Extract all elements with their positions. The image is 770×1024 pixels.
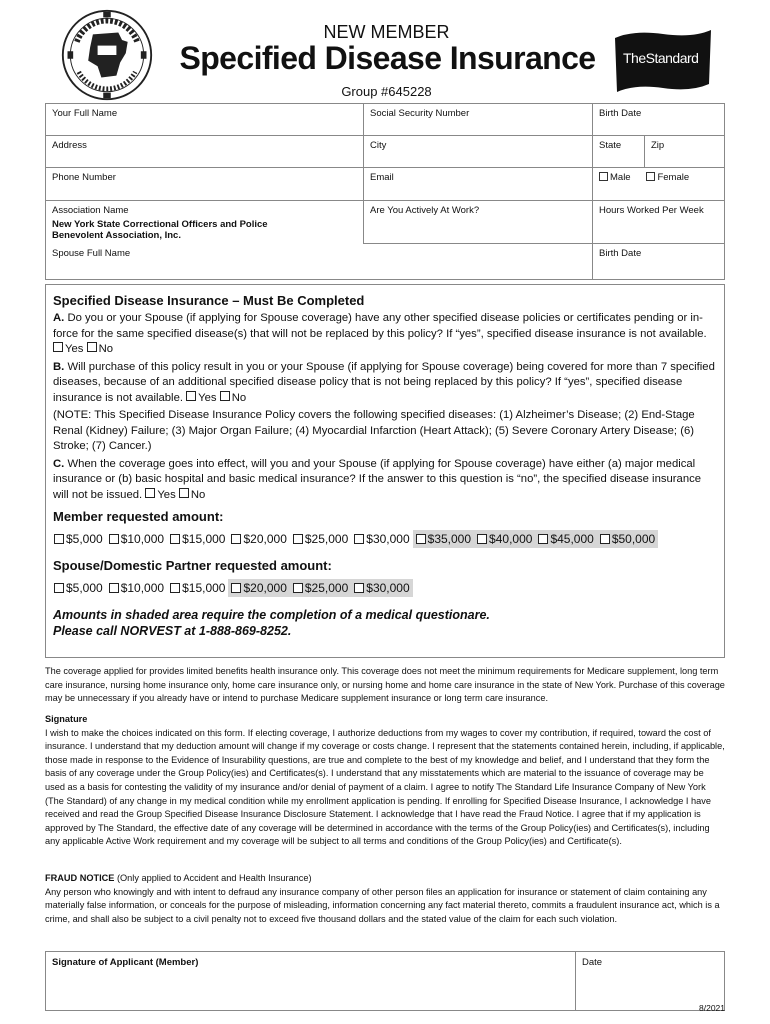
amount-checkbox[interactable] xyxy=(538,534,548,544)
amount-label: $5,000 xyxy=(66,580,103,595)
signature-heading: Signature xyxy=(45,714,88,724)
amount-label: $40,000 xyxy=(489,531,533,546)
amount-checkbox[interactable] xyxy=(293,534,303,544)
amount-checkbox[interactable] xyxy=(109,534,119,544)
question-b xyxy=(53,360,717,407)
female-checkbox[interactable] xyxy=(646,172,655,181)
amount-checkbox[interactable] xyxy=(354,534,364,544)
amount-checkbox[interactable] xyxy=(170,583,180,593)
form-header xyxy=(0,0,770,104)
yes-label: Yes xyxy=(65,343,84,355)
amount-checkbox[interactable] xyxy=(293,583,303,593)
form-revision-date: 8/2021 xyxy=(699,1003,725,1013)
question-a-label: A. xyxy=(53,312,65,324)
member-amount-option[interactable] xyxy=(106,530,167,548)
medical-questionnaire-note xyxy=(53,607,717,639)
amount-checkbox[interactable] xyxy=(231,583,241,593)
applicant-info-table xyxy=(45,103,725,280)
amount-label: $45,000 xyxy=(550,531,594,546)
amount-label: $20,000 xyxy=(243,580,287,595)
question-c-label: C. xyxy=(53,457,65,470)
diseases-note: (NOTE: This Specified Disease Insurance Policy covers the following specified diseases: (1) Alzheimer’s Disease; (2) End-Stage Renal (Kidney) Failure; (3) Major Organ Failure; (4) Myocardial Infarction (Heart Attack); (5) Severe Coronary Artery Disease; (6) Stroke; (7) Cancer.) xyxy=(53,409,695,452)
question-c-text: When the coverage goes into effect, will you and your Spouse (if applying for Spouse coverage) have either (a) major medical insurance or (b) basic hospital and basic medical insurance? If the answer to this question is “no”, the specified disease insurance will not be issued. xyxy=(53,457,702,501)
hours-worked-field[interactable] xyxy=(593,201,725,244)
fraud-text: Any person who knowingly and with intent to defraud any insurance company of other person files an application for insurance or statement of claim containing any materially false information, or conceals for the purpose of misleading, information concerning any fact material thereto, commits a fraudulent insurance act, which is a crime, and shall also be subject to a civil penalty not to exceed five thousand dollars and the stated value of the claim for each such violation. xyxy=(45,886,720,924)
spouse-amount-option[interactable] xyxy=(167,579,228,597)
form-title: Specified Disease Insurance xyxy=(179,40,596,76)
spouse-birth-date-label: Birth Date xyxy=(599,247,642,259)
amount-label: $15,000 xyxy=(182,580,226,595)
question-c xyxy=(53,457,717,504)
no-label: No xyxy=(231,391,247,404)
amount-label: $50,000 xyxy=(611,531,656,546)
no-label: No xyxy=(190,488,206,501)
amount-checkbox[interactable] xyxy=(109,583,119,593)
member-amount-option[interactable] xyxy=(290,530,351,548)
member-amount-option-shaded[interactable] xyxy=(413,530,474,548)
email-field[interactable] xyxy=(364,168,593,201)
member-amount-option[interactable] xyxy=(228,530,289,548)
section-title: Specified Disease Insurance – Must Be Completed xyxy=(53,293,365,308)
hours-worked-label: Hours Worked Per Week xyxy=(599,205,704,216)
form-subtitle: NEW MEMBER xyxy=(323,22,450,42)
applicant-signature-field[interactable] xyxy=(46,952,576,1011)
amount-label: $25,000 xyxy=(304,531,349,546)
address-label: Address xyxy=(52,140,87,151)
male-checkbox[interactable] xyxy=(599,172,608,181)
amount-label: $20,000 xyxy=(243,531,287,546)
association-label: Association Name xyxy=(52,205,129,216)
yes-label: Yes xyxy=(198,391,217,404)
state-label: State xyxy=(599,140,622,151)
member-amount-option[interactable] xyxy=(51,530,106,548)
no-label: No xyxy=(98,343,114,355)
actively-at-work-field[interactable] xyxy=(364,201,593,244)
amount-checkbox[interactable] xyxy=(54,534,64,544)
amount-checkbox[interactable] xyxy=(354,583,364,593)
spouse-birth-date-field[interactable] xyxy=(593,243,725,279)
question-b-text: Will purchase of this policy result in you or your Spouse (if applying for Spouse coverage) being covered for more than 7 specified diseases, because of an additional specified disease policy that is not being replaced by this policy? If “yes”, specified disease insurance is not available. xyxy=(53,360,715,404)
amount-label: $25,000 xyxy=(304,580,349,595)
member-amount-title: Member requested amount: xyxy=(53,509,224,524)
shaded-note-line-1: Amounts in shaded area require the completion of a medical questionare. xyxy=(53,608,490,622)
member-amount-option[interactable] xyxy=(351,530,412,548)
fraud-notice xyxy=(45,872,725,926)
amount-checkbox[interactable] xyxy=(231,534,241,544)
amount-label: $5,000 xyxy=(66,531,103,546)
full-name-label: Your Full Name xyxy=(52,108,118,119)
spouse-amount-options xyxy=(51,577,717,598)
coverage-disclaimer: The coverage applied for provides limited benefits health insurance only. This coverage does not meet the minimum requirements for Medicare supplement, long term care insurance, nursing home insurance only, home care insurance only, or nursing home and home care insurance in the state of New York. Purchase of this coverage may be unnecessary if you already have or intend to purchase Medicare supplement insurance or long term care insurance. xyxy=(45,666,725,704)
amount-checkbox[interactable] xyxy=(170,534,180,544)
actively-at-work-label: Are You Actively At Work? xyxy=(370,205,480,216)
spouse-amount-option-shaded[interactable] xyxy=(290,579,351,597)
question-a xyxy=(53,311,717,358)
member-amount-option-shaded[interactable] xyxy=(597,530,658,548)
question-c-yes-checkbox[interactable] xyxy=(145,488,155,498)
amount-label: $10,000 xyxy=(120,580,165,595)
gender-field xyxy=(593,168,725,201)
spouse-name-label: Spouse Full Name xyxy=(52,247,131,259)
amount-label: $30,000 xyxy=(366,531,410,546)
spouse-amount-option[interactable] xyxy=(106,579,167,597)
specified-disease-section xyxy=(45,284,725,658)
question-a-text: Do you or your Spouse (if applying for Spouse coverage) have any other specified disease policies or certificates pending or in-force for the same specified disease(s) that will not be replaced by this policy? If “yes”, specified disease insurance is not available. xyxy=(53,312,707,340)
zip-label: Zip xyxy=(651,140,665,151)
phone-field[interactable] xyxy=(46,168,364,201)
ssn-label: Social Security Number xyxy=(370,108,470,119)
logo-text: TheStandard xyxy=(623,50,699,66)
female-label: Female xyxy=(657,172,690,183)
question-c-no-checkbox[interactable] xyxy=(179,488,189,498)
group-number: Group #645228 xyxy=(341,84,432,99)
question-b-no-checkbox[interactable] xyxy=(220,391,230,401)
spouse-amount-option[interactable] xyxy=(51,579,106,597)
full-name-field[interactable] xyxy=(46,104,364,136)
phone-label: Phone Number xyxy=(52,172,116,183)
birth-date-label: Birth Date xyxy=(599,108,642,119)
amount-checkbox[interactable] xyxy=(477,534,487,544)
amount-checkbox[interactable] xyxy=(416,534,426,544)
member-amount-option[interactable] xyxy=(167,530,228,548)
association-field xyxy=(46,201,364,244)
signature-table xyxy=(45,951,725,1011)
question-b-label: B. xyxy=(53,360,65,373)
shaded-note-line-2: Please call NORVEST at 1-888-869-8252. xyxy=(53,624,292,638)
the-standard-logo xyxy=(613,28,713,94)
city-field[interactable] xyxy=(364,136,593,168)
amount-label: $35,000 xyxy=(427,531,472,546)
question-b-yes-checkbox[interactable] xyxy=(186,391,196,401)
signature-statement xyxy=(45,713,725,849)
ssn-field[interactable] xyxy=(364,104,593,136)
state-field[interactable] xyxy=(593,136,645,168)
amount-label: $10,000 xyxy=(120,531,165,546)
amount-checkbox[interactable] xyxy=(54,583,64,593)
spouse-amount-title: Spouse/Domestic Partner requested amount: xyxy=(53,558,332,573)
signature-date-field[interactable] xyxy=(576,952,725,1011)
member-amount-option-shaded[interactable] xyxy=(474,530,535,548)
member-amount-options xyxy=(51,528,717,549)
member-amount-option-shaded[interactable] xyxy=(535,530,596,548)
email-label: Email xyxy=(370,172,394,183)
address-field[interactable] xyxy=(46,136,364,168)
birth-date-field[interactable] xyxy=(593,104,725,136)
amount-checkbox[interactable] xyxy=(600,534,610,544)
fraud-heading: FRAUD NOTICE xyxy=(45,873,115,883)
male-label: Male xyxy=(610,172,631,183)
association-value: New York State Correctional Officers and Police Benevolent Association, Inc. xyxy=(52,219,268,241)
spouse-amount-option-shaded[interactable] xyxy=(228,579,289,597)
signature-text: I wish to make the choices indicated on this form. If electing coverage, I authorize deductions from my wages to cover my contribution, if required, toward the cost of insurance. I understand that my deduction amount will change if my coverage or costs change. I represent that the statements contained herein, including, if applicable, those made in response to the Evidence of Insurability questions, are true and complete to the best of my knowledge and belief, and I understand that they form the basis of any coverage under the Group Policy(ies) and Certificates(s). I understand that any misstatements which are material to the issuance of coverage may be used as a basis for contesting the validity of my insurance and/or denial of payment of a claim. I agree to notify The Standard Life Insurance Company of New York (The Standard) of any change in my medical condition while my enrollment application is pending. If enrolling for Specified Disease Insurance, I acknowledge I have received and read the Group Specified Disease Insurance Disclosure Statement. I acknowledge that I have read the Fraud Notice. I agree that if my application is approved by The Standard, the effective date of any coverage will be determined in accordance with the terms of the Group Policy(ies) and Certificates(s), including any applicable Active Work requirement and my coverage will be subject to all terms and conditions of the Group Policy(ies) and Certificate(s). xyxy=(45,727,725,847)
amount-label: $15,000 xyxy=(182,531,226,546)
fraud-subheading: (Only applied to Accident and Health Insurance) xyxy=(114,873,312,883)
yes-label: Yes xyxy=(157,488,176,501)
spouse-amount-option-shaded[interactable] xyxy=(351,579,412,597)
signature-date-label: Date xyxy=(582,957,603,968)
amount-label: $30,000 xyxy=(366,580,410,595)
zip-field[interactable] xyxy=(645,136,725,168)
question-a-yes-checkbox[interactable] xyxy=(53,342,63,352)
applicant-signature-label: Signature of Applicant (Member) xyxy=(52,957,199,968)
spouse-name-field[interactable] xyxy=(46,243,593,279)
question-a-no-checkbox[interactable] xyxy=(87,342,97,352)
city-label: City xyxy=(370,140,387,151)
